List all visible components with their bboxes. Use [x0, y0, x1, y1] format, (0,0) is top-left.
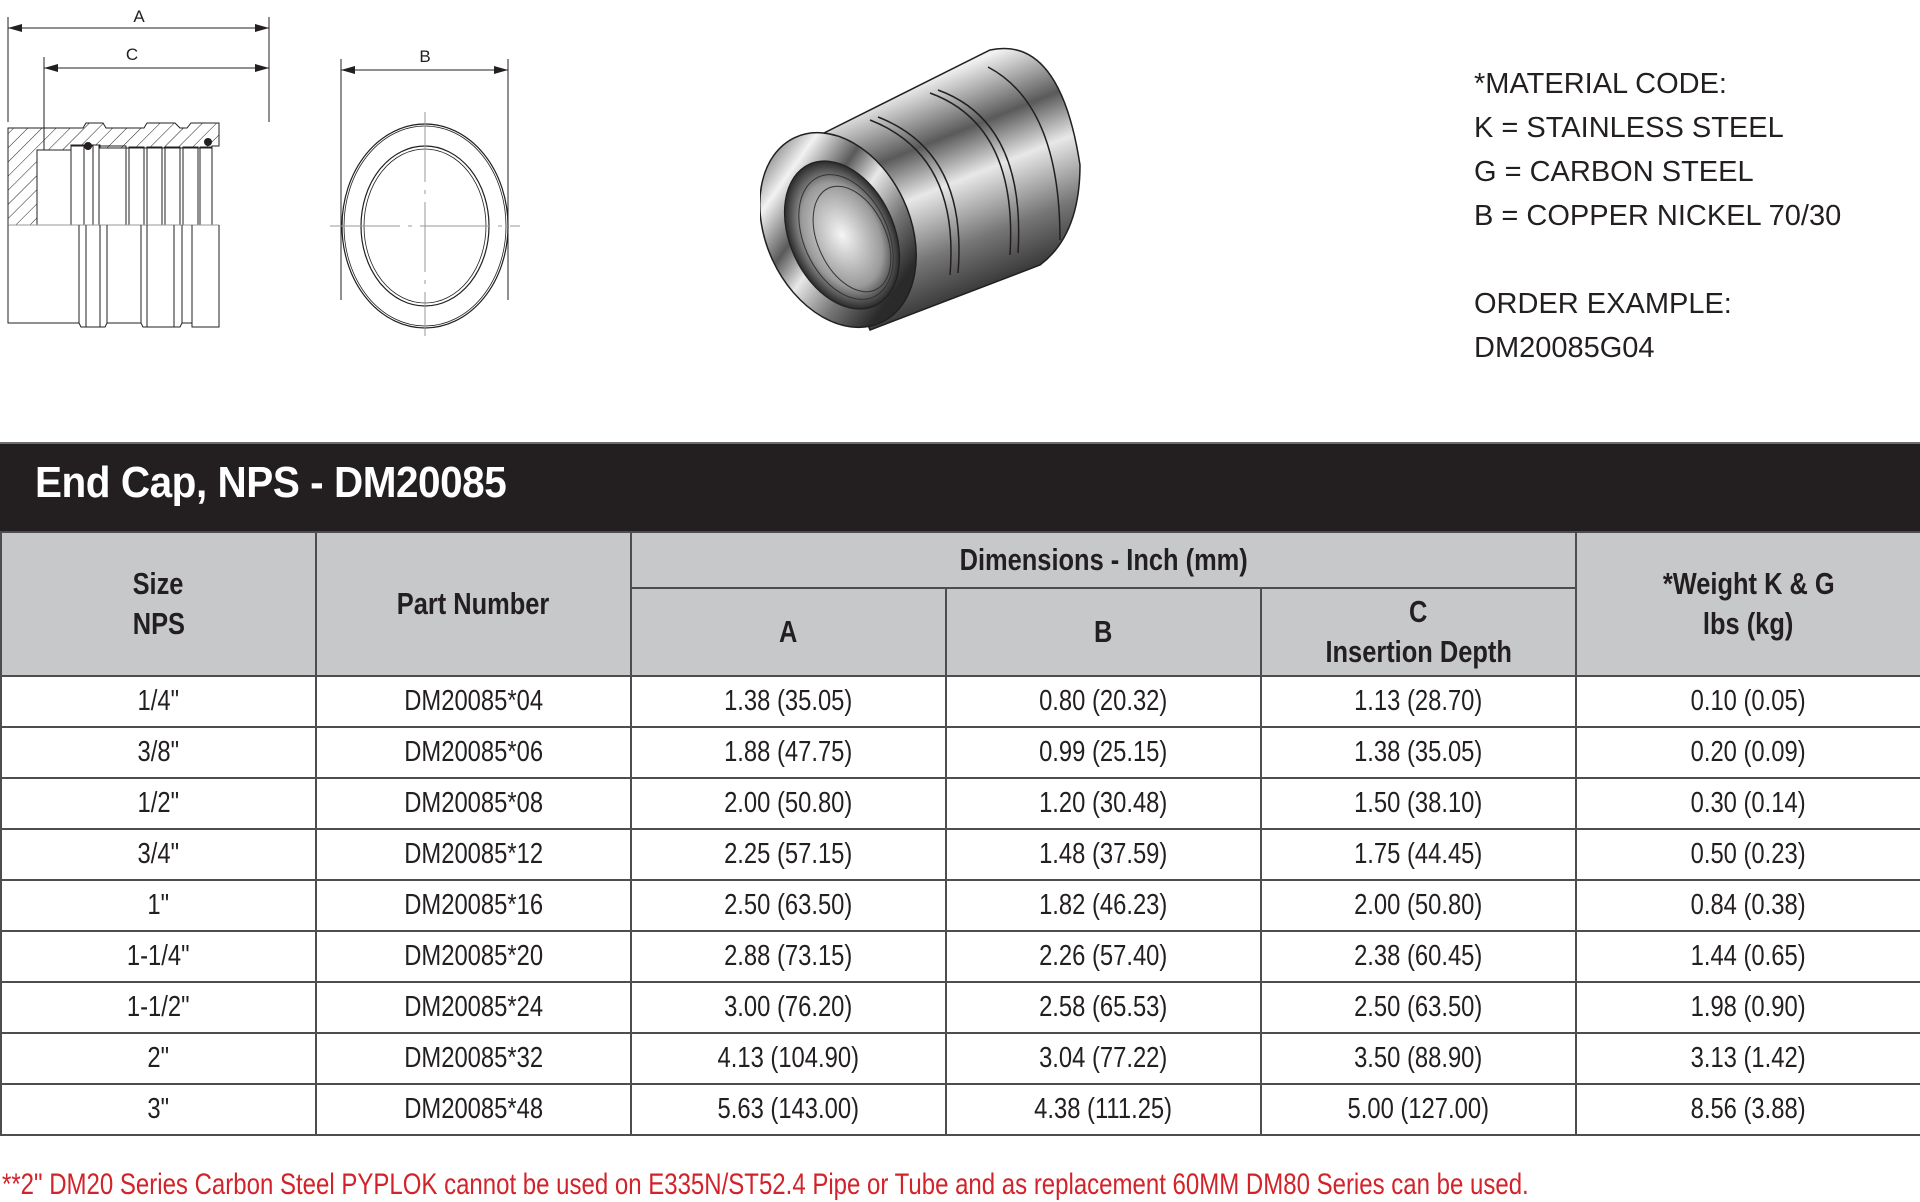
cell-part	[316, 880, 631, 931]
footnote-warning: **2" DM20 Series Carbon Steel PYPLOK cannot be used on E335N/ST52.4 Pipe or Tube and as replacement 60MM DM80 Series can be used.	[2, 1168, 1529, 1201]
cell-a-text: 1.38 (35.05)	[724, 685, 853, 717]
cell-b-text: 0.99 (25.15)	[1039, 736, 1168, 768]
cell-c-text: 1.13 (28.70)	[1354, 685, 1483, 717]
cell-weight	[1576, 727, 1920, 778]
cell-part-text: DM20085*48	[404, 1093, 543, 1125]
cell-a	[631, 676, 946, 727]
cell-weight	[1576, 829, 1920, 880]
cell-b	[946, 880, 1261, 931]
cell-c	[1261, 982, 1576, 1033]
cell-a-text: 4.13 (104.90)	[717, 1042, 860, 1074]
cell-part-text: DM20085*04	[404, 685, 543, 717]
cell-part	[316, 931, 631, 982]
render-3d-image	[760, 45, 1100, 345]
cell-size-text: 3"	[147, 1093, 170, 1125]
cell-size	[1, 1033, 316, 1084]
cell-a	[631, 931, 946, 982]
cell-c-text: 3.50 (88.90)	[1354, 1042, 1483, 1074]
technical-drawings	[0, 0, 1400, 400]
cell-weight-text: 1.98 (0.90)	[1691, 991, 1807, 1023]
cell-b	[946, 982, 1261, 1033]
cell-b-text: 1.20 (30.48)	[1039, 787, 1168, 819]
cell-c	[1261, 727, 1576, 778]
cell-a	[631, 982, 946, 1033]
cell-b	[946, 778, 1261, 829]
table-row	[1, 829, 1920, 880]
cell-part	[316, 778, 631, 829]
order-example-value: DM20085G04	[1474, 332, 1655, 364]
cell-a	[631, 727, 946, 778]
table-row	[1, 727, 1920, 778]
spacer	[1474, 238, 1841, 282]
cell-c-text: 1.38 (35.05)	[1354, 736, 1483, 768]
cell-b	[946, 727, 1261, 778]
cell-part	[316, 1033, 631, 1084]
cell-a	[631, 1033, 946, 1084]
material-code-b: B = COPPER NICKEL 70/30	[1474, 200, 1842, 232]
cell-part-text: DM20085*16	[404, 889, 543, 921]
cell-part	[316, 1084, 631, 1135]
cell-c-text: 2.00 (50.80)	[1354, 889, 1483, 921]
cell-weight	[1576, 676, 1920, 727]
cell-weight-text: 0.84 (0.38)	[1691, 889, 1807, 921]
header-weight-line1: *Weight K & G	[1662, 566, 1835, 601]
header-a	[631, 588, 946, 676]
cell-b	[946, 829, 1261, 880]
material-code-g: G = CARBON STEEL	[1474, 156, 1754, 188]
cell-a	[631, 880, 946, 931]
cell-a-text: 1.88 (47.75)	[724, 736, 853, 768]
cell-c	[1261, 676, 1576, 727]
cell-size	[1, 778, 316, 829]
cell-b-text: 0.80 (20.32)	[1039, 685, 1168, 717]
cell-part-text: DM20085*08	[404, 787, 543, 819]
table-row	[1, 982, 1920, 1033]
header-c	[1261, 588, 1576, 676]
header-weight	[1576, 532, 1920, 676]
cell-c-text: 5.00 (127.00)	[1347, 1093, 1490, 1125]
cell-b-text: 1.82 (46.23)	[1039, 889, 1168, 921]
dim-label-a: A	[133, 7, 145, 26]
cell-part-text: DM20085*20	[404, 940, 543, 972]
cell-size	[1, 676, 316, 727]
material-code-k: K = STAINLESS STEEL	[1474, 112, 1784, 144]
cell-weight-text: 8.56 (3.88)	[1691, 1093, 1807, 1125]
end-view-drawing	[330, 40, 550, 340]
cell-c	[1261, 829, 1576, 880]
cell-c-text: 2.38 (60.45)	[1354, 940, 1483, 972]
dim-label-b: B	[419, 47, 431, 66]
cell-weight	[1576, 1033, 1920, 1084]
cell-weight-text: 0.50 (0.23)	[1691, 838, 1807, 870]
table-row	[1, 1084, 1920, 1135]
cell-size-text: 1"	[147, 889, 170, 921]
cell-weight	[1576, 778, 1920, 829]
cell-c	[1261, 1084, 1576, 1135]
cell-weight	[1576, 1084, 1920, 1135]
header-a-label: A	[779, 614, 798, 649]
header-c-line1: C	[1409, 594, 1428, 629]
cell-size	[1, 829, 316, 880]
cell-part	[316, 676, 631, 727]
table-row	[1, 778, 1920, 829]
dim-label-c: C	[125, 45, 139, 64]
cell-c-text: 1.75 (44.45)	[1354, 838, 1483, 870]
cell-size-text: 3/4"	[137, 838, 180, 870]
cell-size	[1, 931, 316, 982]
cell-a-text: 3.00 (76.20)	[724, 991, 853, 1023]
cell-a-text: 2.25 (57.15)	[724, 838, 853, 870]
cell-part-text: DM20085*06	[404, 736, 543, 768]
cell-part	[316, 727, 631, 778]
cell-b	[946, 931, 1261, 982]
table-row	[1, 676, 1920, 727]
cell-b	[946, 1033, 1261, 1084]
cell-weight-text: 0.30 (0.14)	[1691, 787, 1807, 819]
cell-size-text: 1-1/2"	[127, 991, 190, 1023]
spec-table	[0, 531, 1920, 1136]
table-row	[1, 880, 1920, 931]
cell-part	[316, 982, 631, 1033]
cell-a	[631, 1084, 946, 1135]
cell-size	[1, 982, 316, 1033]
header-part-number-label: Part Number	[397, 586, 550, 621]
cell-c-text: 1.50 (38.10)	[1354, 787, 1483, 819]
order-example-heading: ORDER EXAMPLE:	[1474, 288, 1732, 320]
header-part-number	[316, 532, 631, 676]
cell-part	[316, 829, 631, 880]
cell-size	[1, 1084, 316, 1135]
cell-c	[1261, 778, 1576, 829]
header-dimensions-label: Dimensions - Inch (mm)	[959, 542, 1248, 577]
cell-b-text: 4.38 (111.25)	[1034, 1093, 1173, 1125]
cell-size	[1, 880, 316, 931]
table-title: End Cap, NPS - DM20085	[35, 458, 507, 507]
section-view-drawing	[0, 0, 290, 340]
cell-b-text: 2.26 (57.40)	[1039, 940, 1168, 972]
header-size-line1: Size	[133, 566, 184, 601]
cell-weight	[1576, 880, 1920, 931]
cell-weight	[1576, 931, 1920, 982]
cell-size	[1, 727, 316, 778]
header-b-label: B	[1094, 614, 1113, 649]
cell-b-text: 3.04 (77.22)	[1039, 1042, 1168, 1074]
cell-part-text: DM20085*32	[404, 1042, 543, 1074]
cell-weight-text: 0.10 (0.05)	[1691, 685, 1807, 717]
cell-c	[1261, 880, 1576, 931]
cell-a	[631, 778, 946, 829]
cell-b	[946, 676, 1261, 727]
cell-c	[1261, 931, 1576, 982]
cell-part-text: DM20085*24	[404, 991, 543, 1023]
header-size-line2: NPS	[132, 606, 185, 641]
cell-a	[631, 829, 946, 880]
header-dimensions	[631, 532, 1576, 588]
cell-size-text: 1/2"	[137, 787, 180, 819]
cell-size-text: 1/4"	[137, 685, 180, 717]
cell-c-text: 2.50 (63.50)	[1354, 991, 1483, 1023]
cell-size-text: 1-1/4"	[127, 940, 190, 972]
cell-size-text: 2"	[147, 1042, 170, 1074]
table-row	[1, 931, 1920, 982]
cell-a-text: 2.50 (63.50)	[724, 889, 853, 921]
cell-b-text: 2.58 (65.53)	[1039, 991, 1168, 1023]
header-size	[1, 532, 316, 676]
cell-a-text: 5.63 (143.00)	[717, 1093, 860, 1125]
material-code-heading: *MATERIAL CODE:	[1474, 68, 1727, 100]
cell-size-text: 3/8"	[137, 736, 180, 768]
cell-a-text: 2.88 (73.15)	[724, 940, 853, 972]
cell-weight	[1576, 982, 1920, 1033]
material-code-notes	[1474, 62, 1841, 370]
header-b	[946, 588, 1261, 676]
table-row	[1, 1033, 1920, 1084]
cell-c	[1261, 1033, 1576, 1084]
table-title-bar	[0, 442, 1920, 532]
cell-part-text: DM20085*12	[404, 838, 543, 870]
cell-weight-text: 0.20 (0.09)	[1691, 736, 1807, 768]
cell-b-text: 1.48 (37.59)	[1039, 838, 1168, 870]
cell-b	[946, 1084, 1261, 1135]
cell-weight-text: 1.44 (0.65)	[1691, 940, 1807, 972]
header-c-line2: Insertion Depth	[1325, 634, 1512, 669]
cell-weight-text: 3.13 (1.42)	[1691, 1042, 1807, 1074]
header-weight-line2: lbs (kg)	[1703, 606, 1794, 641]
cell-a-text: 2.00 (50.80)	[724, 787, 853, 819]
